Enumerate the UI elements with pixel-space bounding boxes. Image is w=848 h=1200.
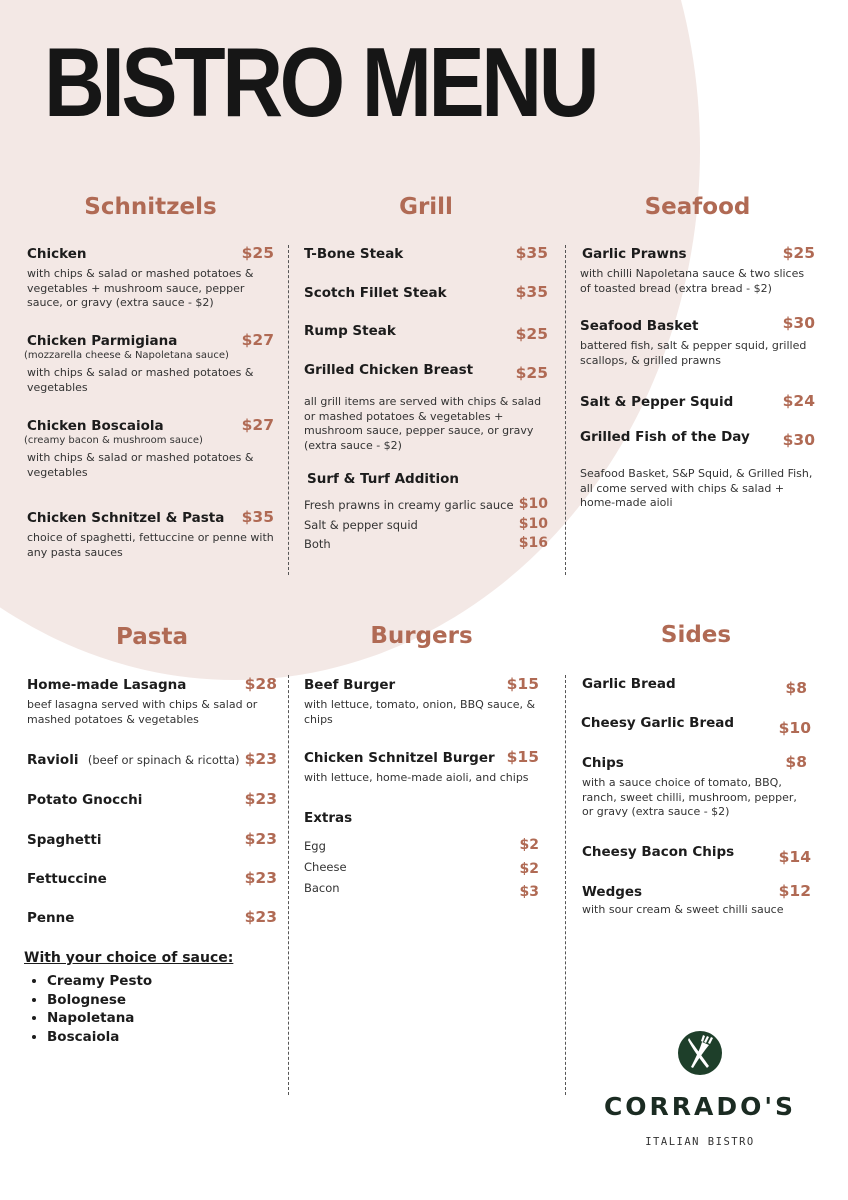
item-name-wrap — [27, 752, 277, 768]
menu-item — [581, 715, 811, 737]
menu-item — [27, 832, 277, 848]
item-price: $23 — [244, 869, 277, 887]
menu-item — [581, 755, 811, 820]
item-description: with a sauce choice of tomato, BBQ, ranch, sweet chilli, mushroom, pepper, or gravy (extra sauce - $2) — [582, 776, 797, 818]
item-name: Salt & Pepper Squid — [580, 394, 734, 410]
extra-name: Bacon — [304, 881, 340, 895]
item-price: $35 — [515, 283, 548, 301]
sauce-item: • Boscaiola — [47, 1028, 152, 1047]
extra-price: $3 — [519, 884, 539, 900]
extra-row — [304, 839, 539, 853]
schnitzels-section — [24, 190, 274, 580]
item-price: $35 — [515, 244, 548, 262]
item-description: battered fish, salt & pepper squid, grilled scallops, & grilled prawns — [580, 339, 807, 367]
menu-item — [580, 314, 815, 368]
item-price: $10 — [778, 719, 811, 737]
item-name: Chicken Schnitzel Burger — [304, 750, 495, 766]
item-price: $30 — [782, 314, 815, 332]
addon-price: $16 — [518, 535, 548, 551]
addon-row — [304, 537, 548, 551]
item-description: with lettuce, tomato, onion, BBQ sauce, & chips — [304, 698, 536, 726]
item-price: $15 — [506, 675, 539, 693]
item-description: choice of spaghetti, fettuccine or penne with any pasta sauces — [27, 531, 274, 559]
item-name: Grilled Fish of the Day — [580, 429, 750, 445]
item-name: Penne — [27, 910, 75, 926]
addon-name: Fresh prawns in creamy garlic sauce — [304, 498, 514, 512]
menu-item — [304, 285, 548, 301]
item-name: Fettuccine — [27, 871, 107, 887]
item-price: $24 — [782, 392, 815, 410]
item-name: Chips — [582, 755, 624, 771]
grill-section — [304, 190, 548, 580]
menu-item — [581, 844, 811, 866]
sauce-item: • Bolognese — [47, 991, 152, 1010]
menu-item — [580, 429, 815, 449]
sauce-choice-title: With your choice of sauce: — [24, 950, 234, 966]
fork-and-knife-icon — [677, 1030, 723, 1076]
item-description: with chilli Napoletana sauce & two slices of toasted bread (extra bread - $2) — [580, 267, 805, 295]
seafood-note: Seafood Basket, S&P Squid, & Grilled Fish, all come served with chips & salad + home-made aioli — [580, 467, 813, 509]
grill-note: all grill items are served with chips & salad or mashed potatoes & vegetables + mushroom sauce, pepper sauce, or gravy (extra sauce - $2) — [304, 395, 542, 452]
item-name: Cheesy Bacon Chips — [582, 844, 735, 860]
menu-title: BISTRO MENU — [44, 27, 597, 137]
item-name: Chicken Parmigiana — [27, 333, 178, 349]
menu-item — [27, 910, 277, 926]
item-name: Spaghetti — [27, 832, 102, 848]
item-name: Garlic Prawns — [582, 246, 687, 262]
menu-item — [24, 331, 274, 395]
section-heading: Sides — [660, 622, 732, 648]
menu-item — [304, 750, 539, 786]
restaurant-logo — [580, 1030, 820, 1160]
item-name: T-Bone Steak — [304, 246, 404, 262]
menu-item — [27, 677, 277, 727]
item-description: beef lasagna served with chips & salad or mashed potatoes & vegetables — [27, 698, 258, 726]
item-name: Grilled Chicken Breast — [304, 362, 474, 378]
item-description: with lettuce, home-made aioli, and chips — [304, 771, 529, 784]
item-name: Chicken Schnitzel & Pasta — [27, 510, 225, 526]
section-heading: Pasta — [116, 624, 188, 650]
pasta-section — [24, 620, 277, 1070]
item-price: $8 — [785, 679, 807, 697]
menu-item — [304, 362, 548, 382]
section-heading: Schnitzels — [84, 194, 217, 220]
extra-row — [304, 860, 539, 877]
menu-item — [27, 871, 277, 887]
item-price: $27 — [241, 331, 274, 349]
menu-item — [304, 677, 539, 727]
item-name: Potato Gnocchi — [27, 792, 143, 808]
item-price: $23 — [244, 790, 277, 808]
sauce-item: • Napoletana — [47, 1009, 152, 1028]
extra-price: $2 — [519, 861, 539, 877]
column-divider — [288, 245, 289, 575]
item-price: $35 — [241, 508, 274, 526]
item-name: Ravioli — [27, 752, 79, 768]
item-price: $23 — [244, 830, 277, 848]
menu-item — [27, 792, 277, 808]
extra-row — [304, 881, 539, 900]
item-price: $25 — [515, 325, 548, 343]
item-price: $8 — [785, 753, 807, 771]
addon-name: Both — [304, 537, 331, 551]
sauce-list — [27, 972, 152, 1046]
item-price: $23 — [244, 908, 277, 926]
addon-price: $10 — [518, 516, 548, 532]
menu-item — [27, 246, 274, 311]
item-price: $14 — [778, 848, 811, 866]
section-heading: Grill — [399, 194, 453, 220]
item-name: Rump Steak — [304, 323, 396, 339]
item-name: Wedges — [582, 884, 643, 900]
item-price: $28 — [244, 675, 277, 693]
item-name: Garlic Bread — [582, 676, 676, 692]
item-name: Beef Burger — [304, 677, 396, 693]
item-description: with chips & salad or mashed potatoes & vegetables — [27, 366, 254, 394]
item-price: $27 — [241, 416, 274, 434]
item-name: Seafood Basket — [580, 318, 699, 334]
item-price: $25 — [782, 244, 815, 262]
item-description: with chips & salad or mashed potatoes & vegetables + mushroom sauce, pepper sauce, or gravy (extra sauce - $2) — [27, 267, 254, 309]
burgers-section — [304, 620, 539, 920]
column-divider — [565, 245, 566, 575]
addon-row — [304, 498, 548, 512]
section-heading: Seafood — [644, 194, 751, 220]
item-note: (beef or spinach & ricotta) — [87, 753, 240, 767]
item-description: with sour cream & sweet chilli sauce — [582, 903, 784, 916]
brand-tagline: ITALIAN BISTRO — [645, 1136, 755, 1148]
menu-item — [581, 884, 811, 918]
sauce-item: • Creamy Pesto — [47, 972, 152, 991]
sides-section — [581, 620, 811, 940]
extra-price: $2 — [519, 837, 539, 853]
section-heading: Burgers — [370, 623, 473, 649]
column-divider — [288, 675, 289, 1095]
item-name: Cheesy Garlic Bread — [581, 715, 735, 731]
addon-price: $10 — [518, 496, 548, 512]
menu-item — [304, 323, 548, 343]
item-price: $30 — [782, 431, 815, 449]
item-name: Chicken Boscaiola — [27, 418, 164, 434]
menu-item — [304, 246, 548, 262]
item-description: with chips & salad or mashed potatoes & vegetables — [27, 451, 254, 479]
extra-name: Cheese — [304, 860, 347, 874]
menu-item — [27, 510, 274, 560]
item-name: Home-made Lasagna — [27, 677, 187, 693]
brand-name: CORRADO'S — [603, 1092, 797, 1121]
seafood-section — [580, 190, 815, 580]
menu-item — [580, 394, 815, 410]
surf-turf-heading: Surf & Turf Addition — [307, 471, 459, 487]
extras-heading: Extras — [304, 810, 353, 826]
item-subnote: (mozzarella cheese & Napoletana sauce) — [24, 350, 229, 361]
column-divider — [565, 675, 566, 1095]
addon-name: Salt & pepper squid — [304, 518, 418, 532]
extra-name: Egg — [304, 839, 326, 853]
item-price: $12 — [778, 882, 811, 900]
menu-item — [24, 416, 274, 480]
menu-item — [27, 752, 277, 768]
item-price: $15 — [506, 748, 539, 766]
item-price: $25 — [515, 364, 548, 382]
item-subnote: (creamy bacon & mushroom sauce) — [24, 435, 203, 446]
item-price: $23 — [244, 750, 277, 768]
menu-item — [580, 246, 815, 296]
addon-row — [304, 518, 548, 532]
item-name: Chicken — [27, 246, 87, 262]
item-name: Scotch Fillet Steak — [304, 285, 447, 301]
item-price: $25 — [241, 244, 274, 262]
menu-item — [581, 676, 811, 697]
